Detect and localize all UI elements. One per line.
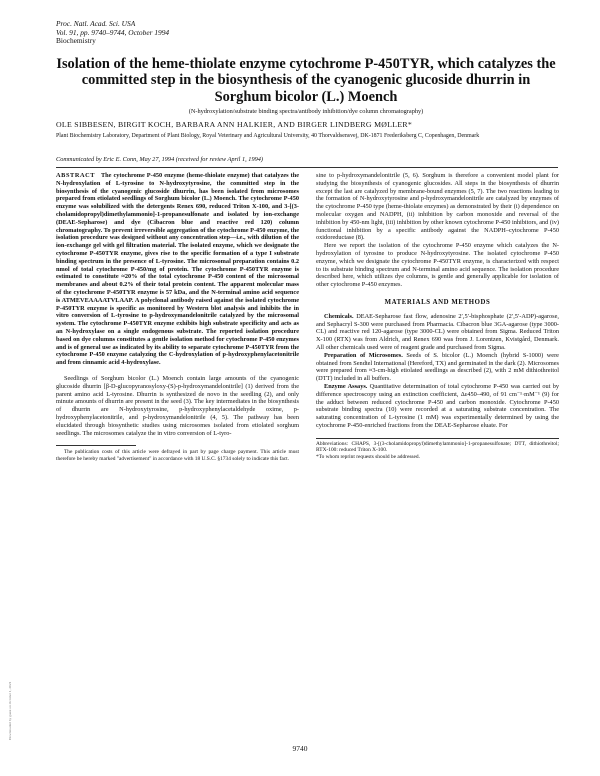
abstract-label: ABSTRACT bbox=[56, 172, 96, 179]
journal-header bbox=[56, 20, 169, 46]
assays-text: Quantitative determination of total cytochrome P-450 was carried out by difference spectroscopy using an extinction coefficient, Δε450–490, of 91 cm⁻¹·mM⁻¹ (9) for the adduct between reduced cytochrome P-450 and carbon monoxide. Cytochrome P-450 substrate binding spectra (10) were recorded at a saturating substrate concentration. The saturating concentration of L-tyrosine (1 mM) was experimentally determined by using the cytochrome P-450-enriched fractions from the DEAE-Sepharose eluate. For bbox=[316, 382, 560, 429]
abstract-text: The cytochrome P-450 enzyme (heme-thiolate enzyme) that catalyzes the N-hydroxylation of L-tyrosine to N-hydroxytyrosine, the committed step in the biosynthesis of the cyanogenic glucoside dhurrin, has been isolated from microsomes prepared from etiolated seedlings of Sorghum bicolor (L.) Moench. The cytochrome P-450 enzyme was solubilized with the detergents Renex 690, reduced Triton X-100, and 3-[(3-cholamidopropyl)dimethylammonio]-1-propanesulfonate and isolated by ion-exchange (DEAE-Sepharose) and dye (Cibacron blue and reactive red 120) column chromatography. To prevent irreversible aggregation of the cytochrome P-450 enzyme, the isolation procedure was designed without any concentration step—i.e., with dilution of the ion-exchange gel with gel filtration material. The isolated enzyme, which we designate the cytochrome P-450TYR enzyme, gives rise to the specific formation of a type I substrate binding spectrum in the presence of L-tyrosine. The microsomal preparation contains 0.2 nmol of total cytochrome P-450/mg of protein. The cytochrome P-450TYR enzyme is estimated to constitute ≈20% of the total cytochrome P-450 content of the microsomal membranes and about 0.2% of their total protein content. The apparent molecular mass of the cytochrome P-450TYR enzyme is 57 kDa, and the N-terminal amino acid sequence is ATMEVEAAAATVLAAP. A polyclonal antibody raised against the isolated cytochrome P-450TYR enzyme is specific as monitored by Western blot analysis and inhibits the in vitro conversion of L-tyrosine to p-hydroxymandelonitrile catalyzed by the microsomal system. The cytochrome P-450TYR enzyme exhibits high substrate specificity and acts as an N-hydroxylase on a single endogenous substrate. The reported isolation procedure based on dye columns constitutes a gentle isolation method for cytochrome P-450 enzymes and is of general use as indicated by its ability to separate cytochrome P-450TYR from the cytochrome P-450 enzyme catalyzing the C-hydroxylation of p-hydroxyphenylacetonitrile and from cinnamic acid 4-hydroxylase. bbox=[56, 172, 299, 367]
assays-title: Enzyme Assays. bbox=[324, 382, 368, 390]
download-watermark: Downloaded by guest on October 1, 2021 bbox=[8, 681, 12, 740]
chemicals-title: Chemicals. bbox=[324, 312, 354, 320]
abbreviations-divider bbox=[316, 438, 559, 439]
abstract bbox=[56, 172, 299, 367]
journal-volume: Vol. 91, pp. 9740–9744, October 1994 bbox=[56, 27, 170, 37]
right-column bbox=[316, 172, 559, 460]
chemicals-paragraph bbox=[316, 313, 559, 352]
footnote-divider bbox=[56, 445, 136, 446]
publication-cost-footnote: The publication costs of this article were defrayed in part by page charge payment. This article must therefore be hereby marked "advertisement" in accordance with 18 U.S.C. §1734 solely to indicate this fact. bbox=[56, 449, 299, 462]
intro-paragraph-right-1: sine to p-hydroxymandelonitrile (5, 6). Sorghum is therefore a convenient model plant for studying the biosynthesis of cyanogenic glucosides. All steps in the biosynthesis of dhurrin except the last are catalyzed by membrane-bound enzymes (5, 7). The two reactions leading to the formation of N-hydroxytyrosine and p-hydroxymandelonitrile are catalyzed by enzymes of the cytochrome P-450 type (heme-thiolate enzymes) as demonstrated by their (i) dependence on molecular oxygen and NADPH, (ii) inhibition by carbon monoxide and reversal of the inhibition by 450-nm light, (iii) inhibition by other known cytochrome P-450 inhibitors, and (iv) functional inhibition by a specific antibody against the NADPH–cytochrome P-450 oxidoreductase (8). bbox=[316, 172, 559, 242]
microsomes-title: Preparation of Microsomes. bbox=[324, 351, 403, 359]
methods-heading: MATERIALS AND METHODS bbox=[384, 298, 491, 306]
assays-paragraph bbox=[316, 383, 559, 430]
chemicals-text: DEAE-Sepharose fast flow, adenosine 2′,5′-bisphosphate (2′,5′-ADP)-agarose, and Sephacryl S-300 were purchased from Pharmacia. Cibacron blue 3GA-agarose (type 3000-CL) and reactive red 120-agarose (type 3000-CL) were obtained from Sigma. Reduced Triton X-100 (RTX) was from Aldrich, and Renex 690 was from J. Lorentzen, Kvistgård, Denmark. All other chemicals used were of reagent grade and purchased from Sigma. bbox=[316, 312, 559, 351]
header-divider bbox=[56, 167, 558, 168]
authors: OLE SIBBESEN, BIRGIT KOCH, BARBARA ANN HALKIER, AND BIRGER LINDBERG MØLLER* bbox=[56, 120, 413, 129]
page-number: 9740 bbox=[292, 744, 308, 753]
intro-paragraph-right-2: Here we report the isolation of the cytochrome P-450 enzyme which catalyzes the N-hydroxylation of tyrosine to produce N-hydroxytyrosine. The isolated cytochrome P-450 enzyme, which we designate the cytochrome P-450TYR enzyme, is characterized with respect to its substrate binding spectrum and N-terminal amino acid sequence. The isolation procedure described here, which utilizes dye columns, is gentle and generally applicable for isolation of other cytochrome P-450 enzymes. bbox=[316, 242, 559, 289]
abbreviations-footnote: Abbreviations: CHAPS, 3-[(3-cholamidopropyl)dimethylammonio]-1-propanesulfonate; DTT, dithiothreitol; RTX-100: reduced Triton X-100. bbox=[316, 440, 559, 454]
keywords: (N-hydroxylation/substrate binding spectra/antibody inhibition/dye column chromatography) bbox=[188, 108, 424, 115]
corresponding-author-footnote: *To whom reprint requests should be addressed. bbox=[316, 453, 420, 460]
journal-section: Biochemistry bbox=[56, 36, 96, 46]
affiliation: Plant Biochemistry Laboratory, Department of Plant Biology, Royal Veterinary and Agricultural University, 40 Thorvaldsensvej, DK-1871 Frederiksberg C, Copenhagen, Denmark bbox=[56, 133, 480, 139]
journal-name: Proc. Natl. Acad. Sci. USA bbox=[56, 19, 136, 28]
intro-paragraph-left: Seedlings of Sorghum bicolor (L.) Moench contain large amounts of the cyanogenic glucoside dhurrin [β-D-glucopyranosyloxy-(S)-p-hydroxymandelonitrile] (1) derived from the parent amino acid L-tyrosine. Dhurrin is synthesized de novo in the seedling (2), and only minute amounts of dhurrin are present in the seed (3). The key intermediates in the biosynthesis of dhurrin are N-hydroxytyrosine, p-hydroxyphenylacetaldehyde oxime, p-hydroxyphenylacetonitrile, and p-hydroxymandelonitrile (4, 5). The pathway has been elucidated through biosynthetic studies using microsomes isolated from etiolated sorghum seedlings. The microsomes catalyze the in vitro conversion of L-tyro- bbox=[56, 374, 299, 437]
microsomes-text: Seeds of S. bicolor (L.) Moench (hybrid S-1000) were obtained from Sendtel International (Hereford, TX) and germinated in the dark (2). Microsomes were prepared from ≈3-cm-high etiolated seedlings as described (2), with 2 mM dithiothreitol (DTT) included in all buffers. bbox=[316, 351, 559, 383]
microsomes-paragraph bbox=[316, 352, 559, 383]
article-title: Isolation of the heme-thiolate enzyme cytochrome P-450TYR, which catalyzes the committed step in the biosynthesis of the cyanogenic glucoside dhurrin in Sorghum bicolor (L.) Moench bbox=[56, 56, 556, 105]
communicated-line: Communicated by Eric E. Conn, May 27, 1994 (received for review April 1, 1994) bbox=[56, 156, 263, 163]
left-column bbox=[56, 172, 299, 462]
